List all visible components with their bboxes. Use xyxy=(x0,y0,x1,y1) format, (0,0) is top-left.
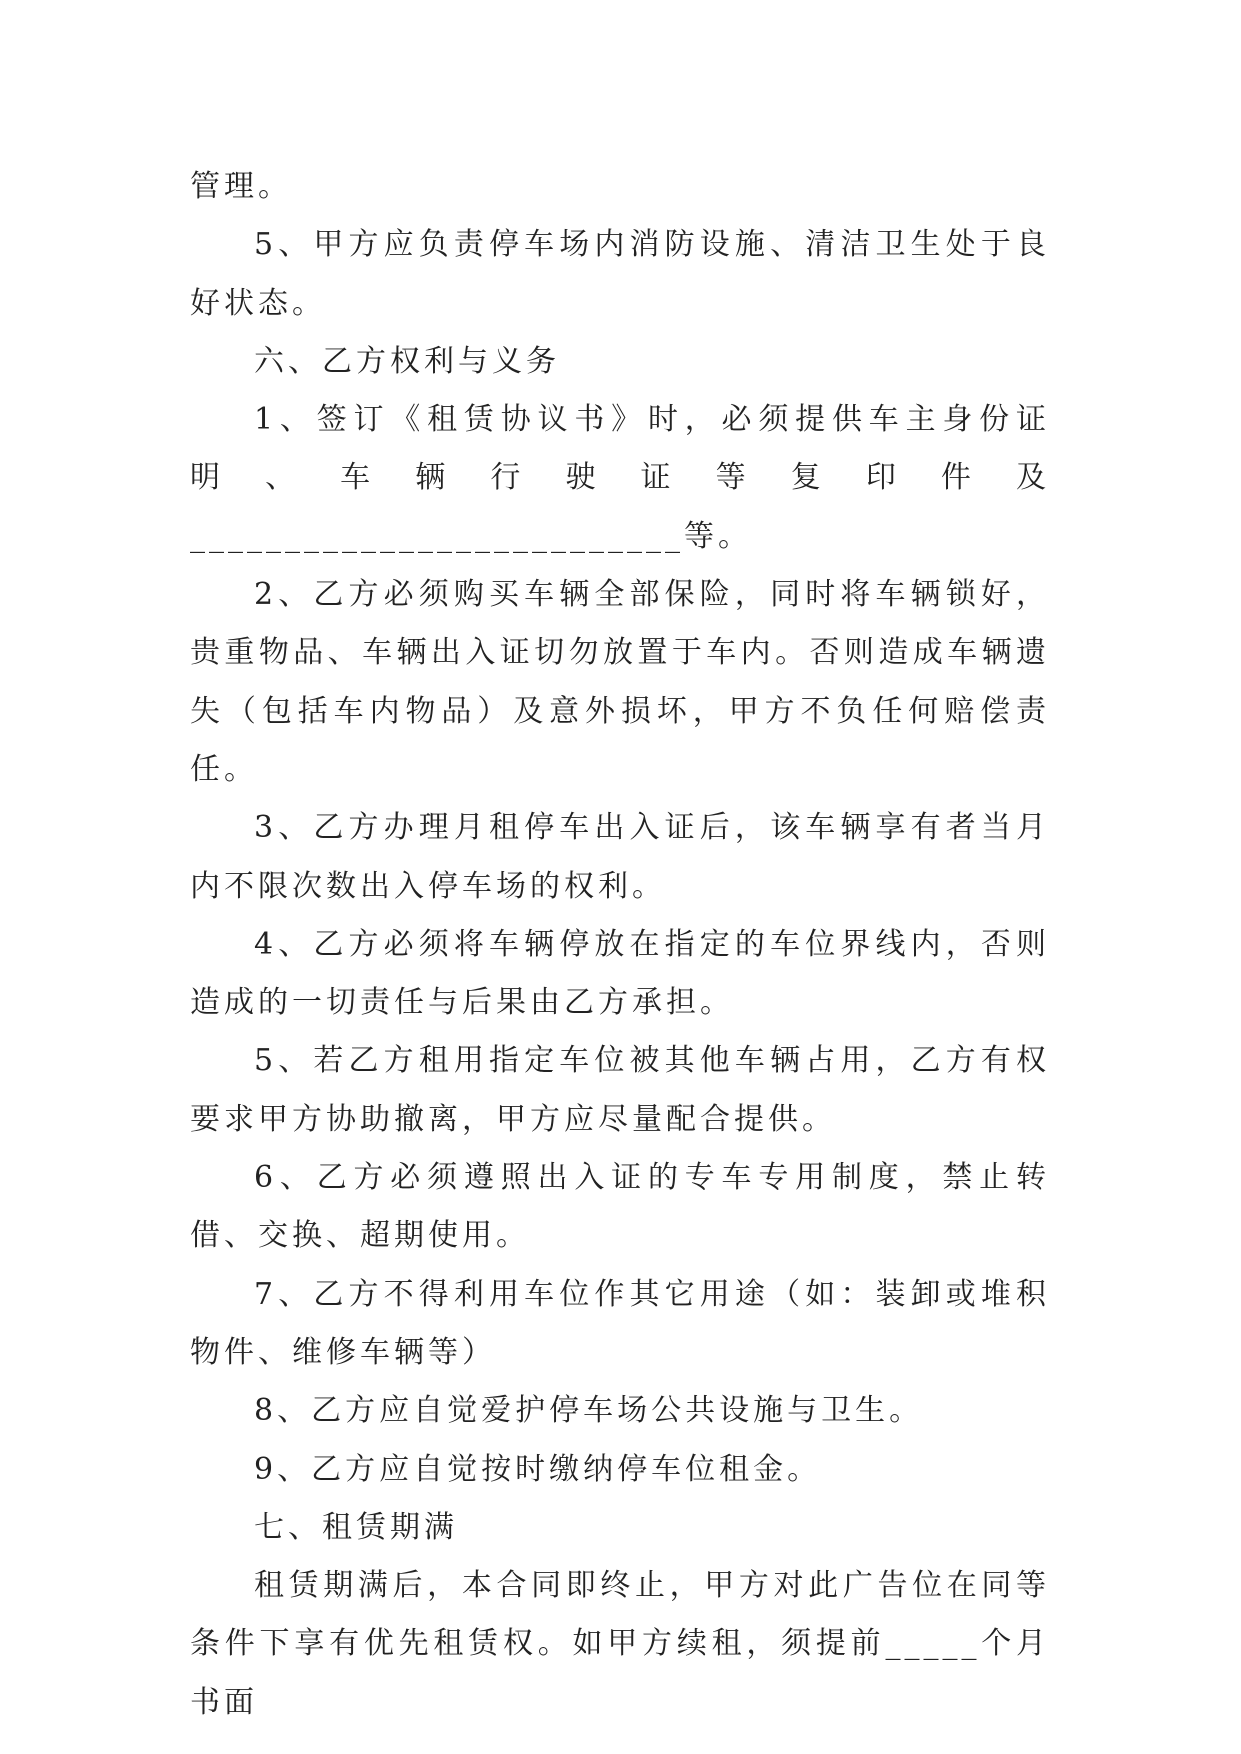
paragraph-party-b-item-4: 4、乙方必须将车辆停放在指定的车位界线内，否则造成的一切责任与后果由乙方承担。 xyxy=(190,926,1050,1021)
paragraph-party-b-item-6: 6、乙方必须遵照出入证的专车专用制度，禁止转借、交换、超期使用。 xyxy=(190,1160,1050,1254)
paragraph-lease-expiry: 租赁期满后，本合同即终止，甲方对此广告位在同等条件下享有优先租赁权。如甲方续租，须提前_____个月书面 xyxy=(190,1568,1050,1720)
paragraph-party-a-item-5: 5、甲方应负责停车场内消防设施、清洁卫生处于良好状态。 xyxy=(190,227,1050,321)
paragraph-party-b-item-2: 2、乙方必须购买车辆全部保险，同时将车辆锁好，贵重物品、车辆出入证切勿放置于车内。否则造成车辆遗失（包括车内物品）及意外损坏，甲方不负任何赔偿责任。 xyxy=(190,577,1050,787)
paragraph-management: 管理。 xyxy=(190,169,292,204)
paragraph-party-b-item-5: 5、若乙方租用指定车位被其他车辆占用，乙方有权要求甲方协助撤离，甲方应尽量配合提供。 xyxy=(190,1043,1050,1137)
paragraph-party-b-item-9: 9、乙方应自觉按时缴纳停车位租金。 xyxy=(254,1451,822,1487)
section-heading-party-b-rights: 六、乙方权利与义务 xyxy=(254,343,560,379)
paragraph-party-b-item-3: 3、乙方办理月租停车出入证后，该车辆享有者当月内不限次数出入停车场的权利。 xyxy=(190,810,1050,904)
section-heading-lease-expiry: 七、租赁期满 xyxy=(254,1509,458,1545)
paragraph-party-b-item-1: 1、签订《租赁协议书》时，必须提供车主身份证明、车辆行驶证等复印件及__________________________等。 xyxy=(190,402,1050,554)
document-body xyxy=(190,158,1050,1732)
paragraph-party-b-item-7: 7、乙方不得利用车位作其它用途（如：装卸或堆积物件、维修车辆等） xyxy=(190,1276,1050,1370)
paragraph-party-b-item-8: 8、乙方应自觉爱护停车场公共设施与卫生。 xyxy=(254,1393,924,1429)
